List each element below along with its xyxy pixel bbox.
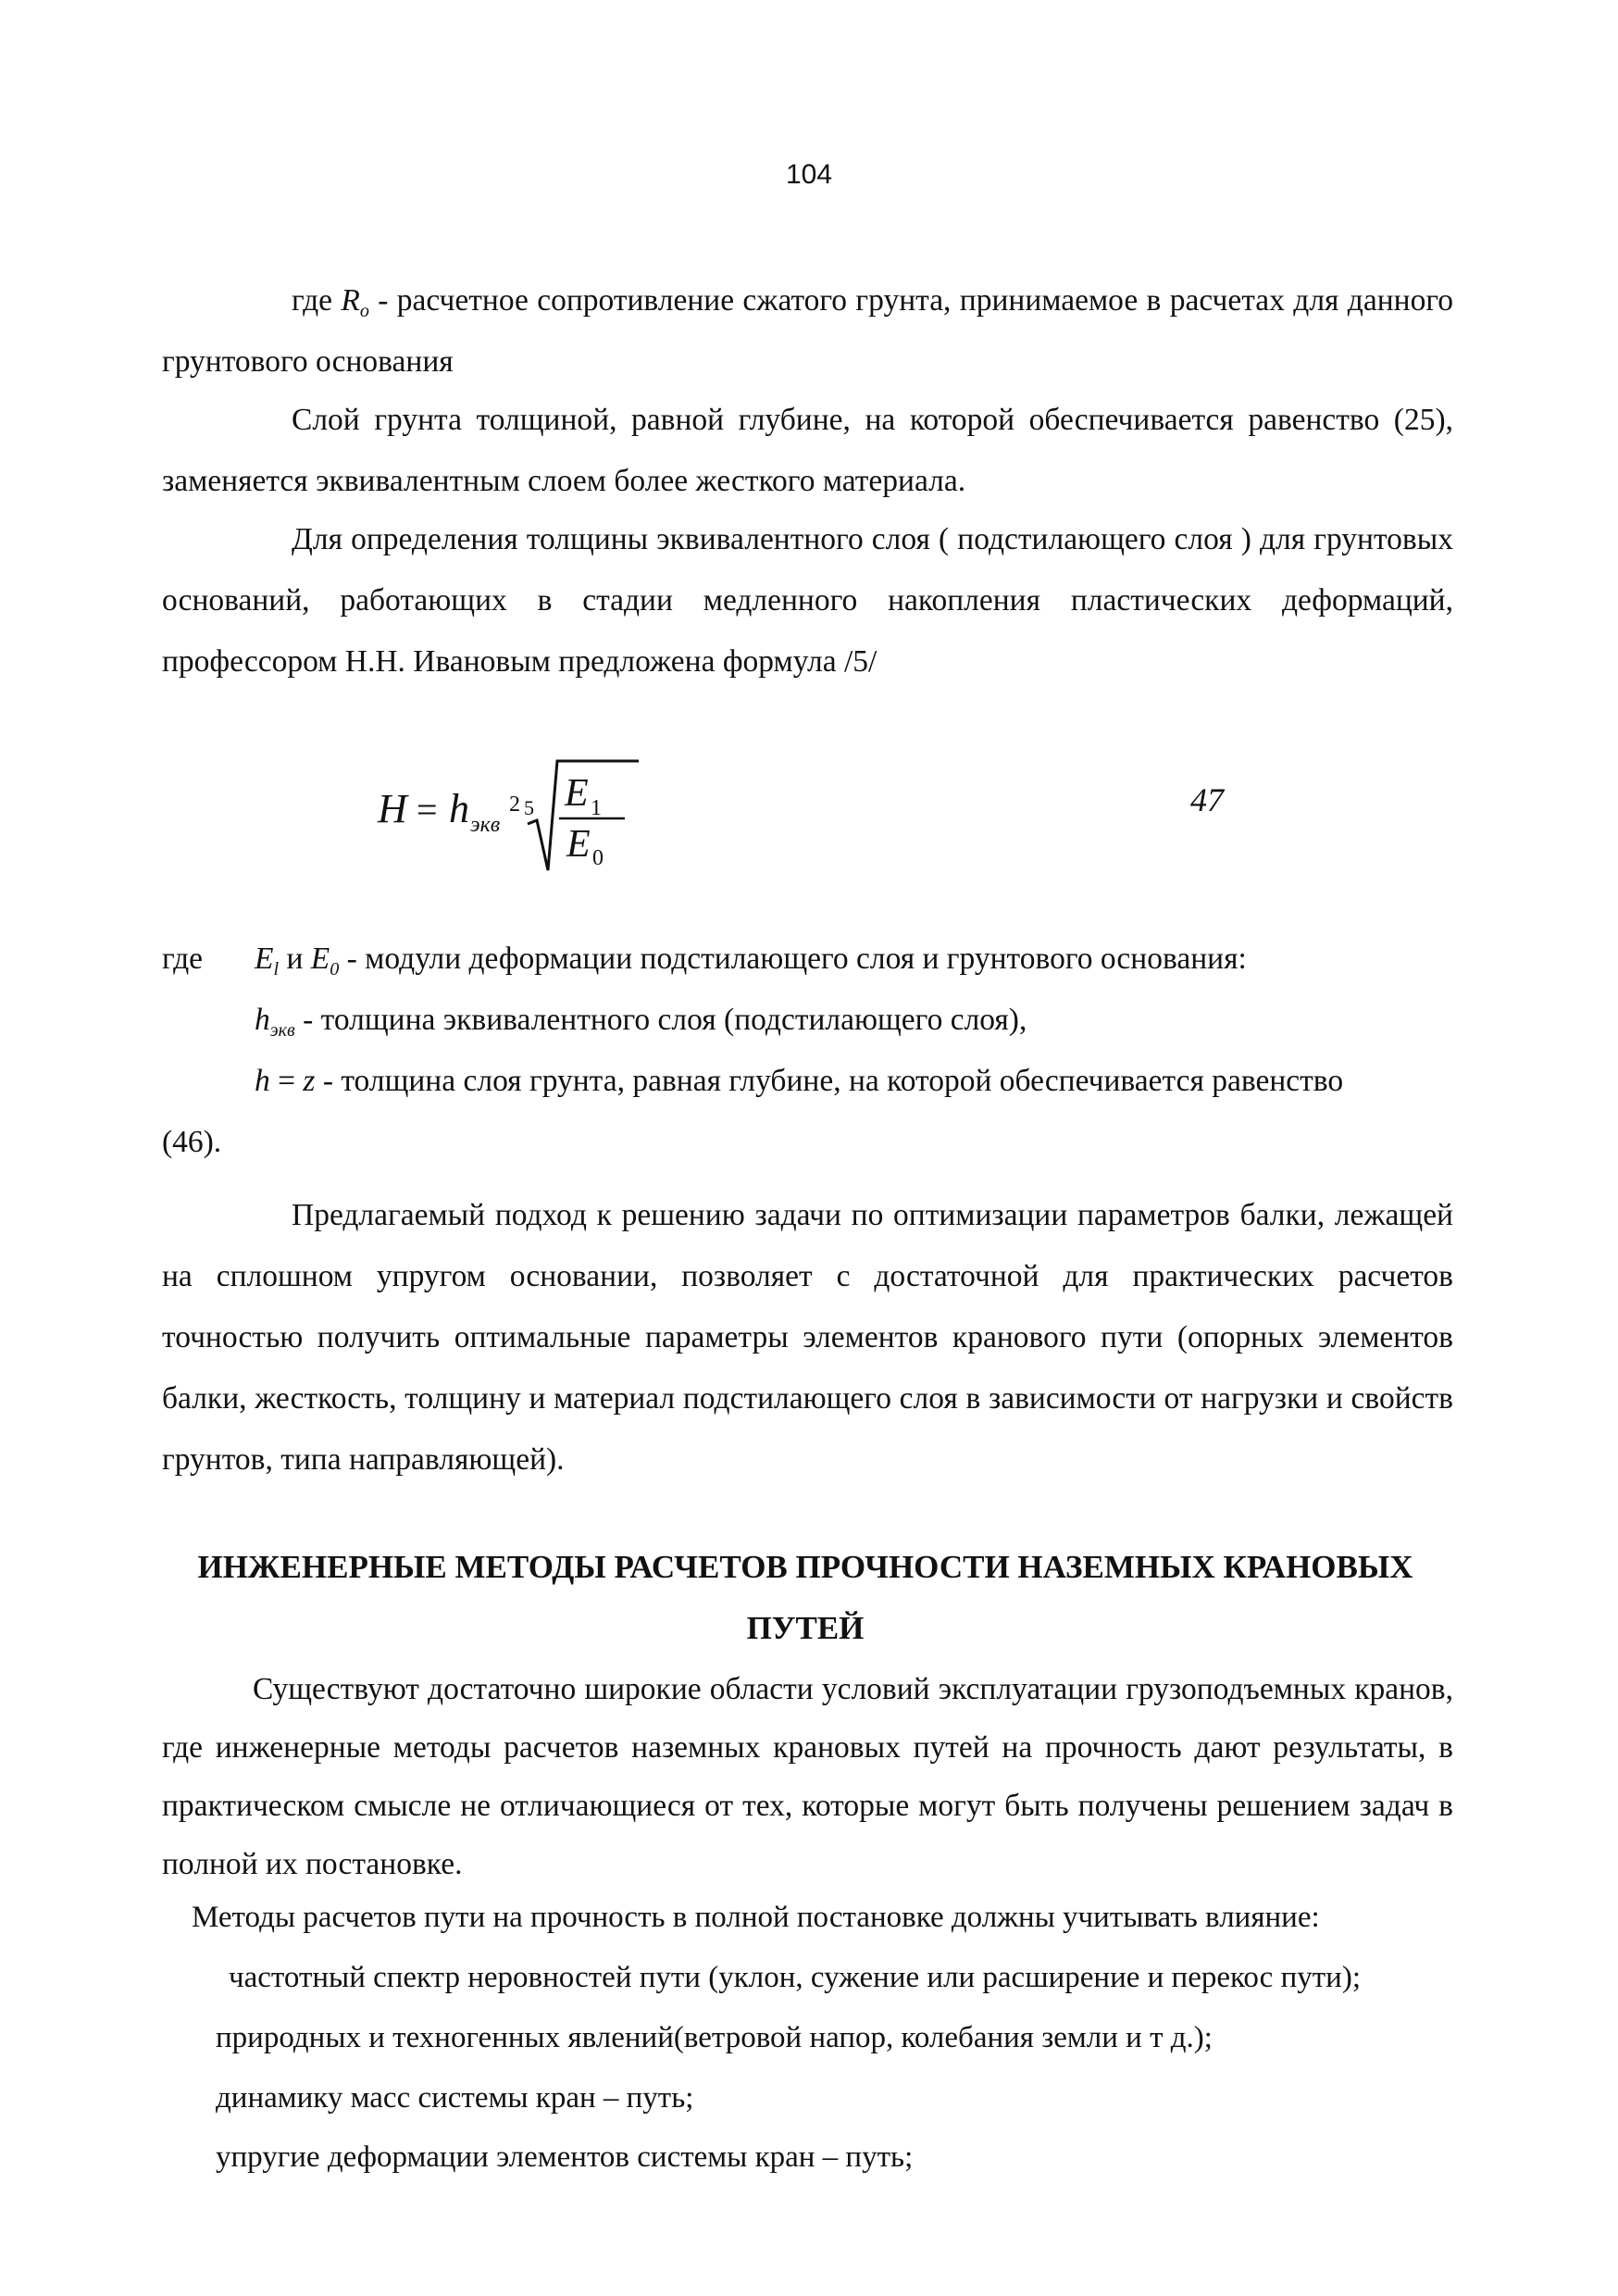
equation-ref-46: (46). — [162, 1125, 222, 1159]
symbol-h: h — [255, 1003, 270, 1037]
list-item: частотный спектр неровностей пути (уклон, сужение или расширение и перекос пути); — [229, 1961, 1361, 1994]
formula-root-index: 5 — [524, 796, 534, 819]
formula-h: h — [449, 786, 469, 831]
formula-h-subscript: экв — [470, 813, 501, 837]
definition-line-46 — [162, 1125, 1453, 1160]
definition-hz-text — [255, 1064, 1343, 1099]
paragraph-ro-definition — [162, 270, 1453, 393]
symbol-h2: h — [255, 1064, 270, 1098]
symbol-e0-subscript: 0 — [330, 959, 340, 980]
formula-numerator: E — [565, 772, 589, 815]
list-item: динамику масс системы кран – путь; — [216, 2081, 694, 2115]
symbol-e1: E — [255, 942, 274, 976]
para1-lead: где — [292, 283, 342, 318]
paragraph-soil-layer: Слой грунта толщиной, равной глубине, на которой обеспечивается равенство (25), заменяется эквивалентным слоем более жесткого материала. — [162, 403, 1453, 498]
formula-equals: = — [417, 789, 438, 830]
section-heading — [139, 1537, 1472, 1659]
def3-text: - толщина слоя грунта, равная глубине, на которой обеспечивается равенство — [315, 1064, 1344, 1098]
formula-denominator: E — [566, 823, 591, 866]
para1-rest: - расчетное сопротивление сжатого грунта, принимаемое в расчетах для данного грунтового основания — [162, 283, 1453, 379]
formula-lhs: H — [378, 786, 407, 831]
def3-eq: = — [269, 1064, 304, 1098]
list-intro: Методы расчетов пути на прочность в полной постановке должны учитывать влияние: — [192, 1901, 1320, 1934]
list-item: природных и техногенных явлений(ветровой напор, колебания земли и т д.); — [216, 2021, 1213, 2054]
heading-line-1: ИНЖЕНЕРНЫЕ МЕТОДЫ РАСЧЕТОВ ПРОЧНОСТИ НАЗЕМНЫХ КРАНОВЫХ — [197, 1549, 1413, 1585]
paragraph-proposed-approach: Предлагаемый подход к решению задачи по оптимизации параметров балки, лежащей на сплошном упругом основании, позволяет с достаточной для практических расчетов точностью получить оптимальные параметры элементов кранового пути (опорных элементов балки, жесткость, толщину и материал подстилающего слоя в зависимости от нагрузки и свойств грунтов, типа направляющей). — [162, 1198, 1453, 1477]
formula-47 — [370, 741, 1481, 889]
def2-text: - толщина эквивалентного слоя (подстилающего слоя), — [294, 1003, 1027, 1037]
symbol-e0: E — [310, 942, 330, 976]
def1-text: - модули деформации подстилающего слоя и грунтового основания: — [339, 942, 1247, 976]
paragraph-equivalent-layer: Для определения толщины эквивалентного слоя ( подстилающего слоя ) для грунтовых оснований, работающих в стадии медленного накопления пластических деформаций, профессором Н.Н. Ивановым предложена формула /5/ — [162, 522, 1453, 679]
page-number: 104 — [785, 159, 833, 190]
list-item: упругие деформации элементов системы кран – путь; — [216, 2140, 914, 2174]
formula-number: 47 — [1190, 781, 1224, 818]
where-label: где — [162, 942, 203, 976]
formula-numerator-subscript: 1 — [591, 796, 602, 820]
symbol-e1-subscript: l — [273, 959, 280, 980]
symbol-r: R — [341, 283, 360, 318]
heading-line-2: ПУТЕЙ — [746, 1610, 865, 1646]
symbol-r-subscript: o — [359, 301, 369, 322]
def1-and: и — [279, 942, 311, 976]
formula-coefficient: 2 — [509, 792, 520, 817]
symbol-h-subscript: экв — [269, 1020, 295, 1042]
definition-e-text — [255, 942, 1247, 980]
definition-h-text — [255, 1003, 1027, 1042]
formula-denominator-subscript: 0 — [592, 846, 604, 870]
paragraph-engineering-methods: Существуют достаточно широкие области условий эксплуатации грузоподъемных кранов, где инженерные методы расчетов наземных крановых путей на прочность дают результаты, в практическом смысле не отличающиеся от тех, которые могут быть получены решением задач в полной их постановке. — [162, 1672, 1453, 1881]
symbol-z: z — [303, 1064, 316, 1098]
formula-svg — [370, 741, 1111, 889]
